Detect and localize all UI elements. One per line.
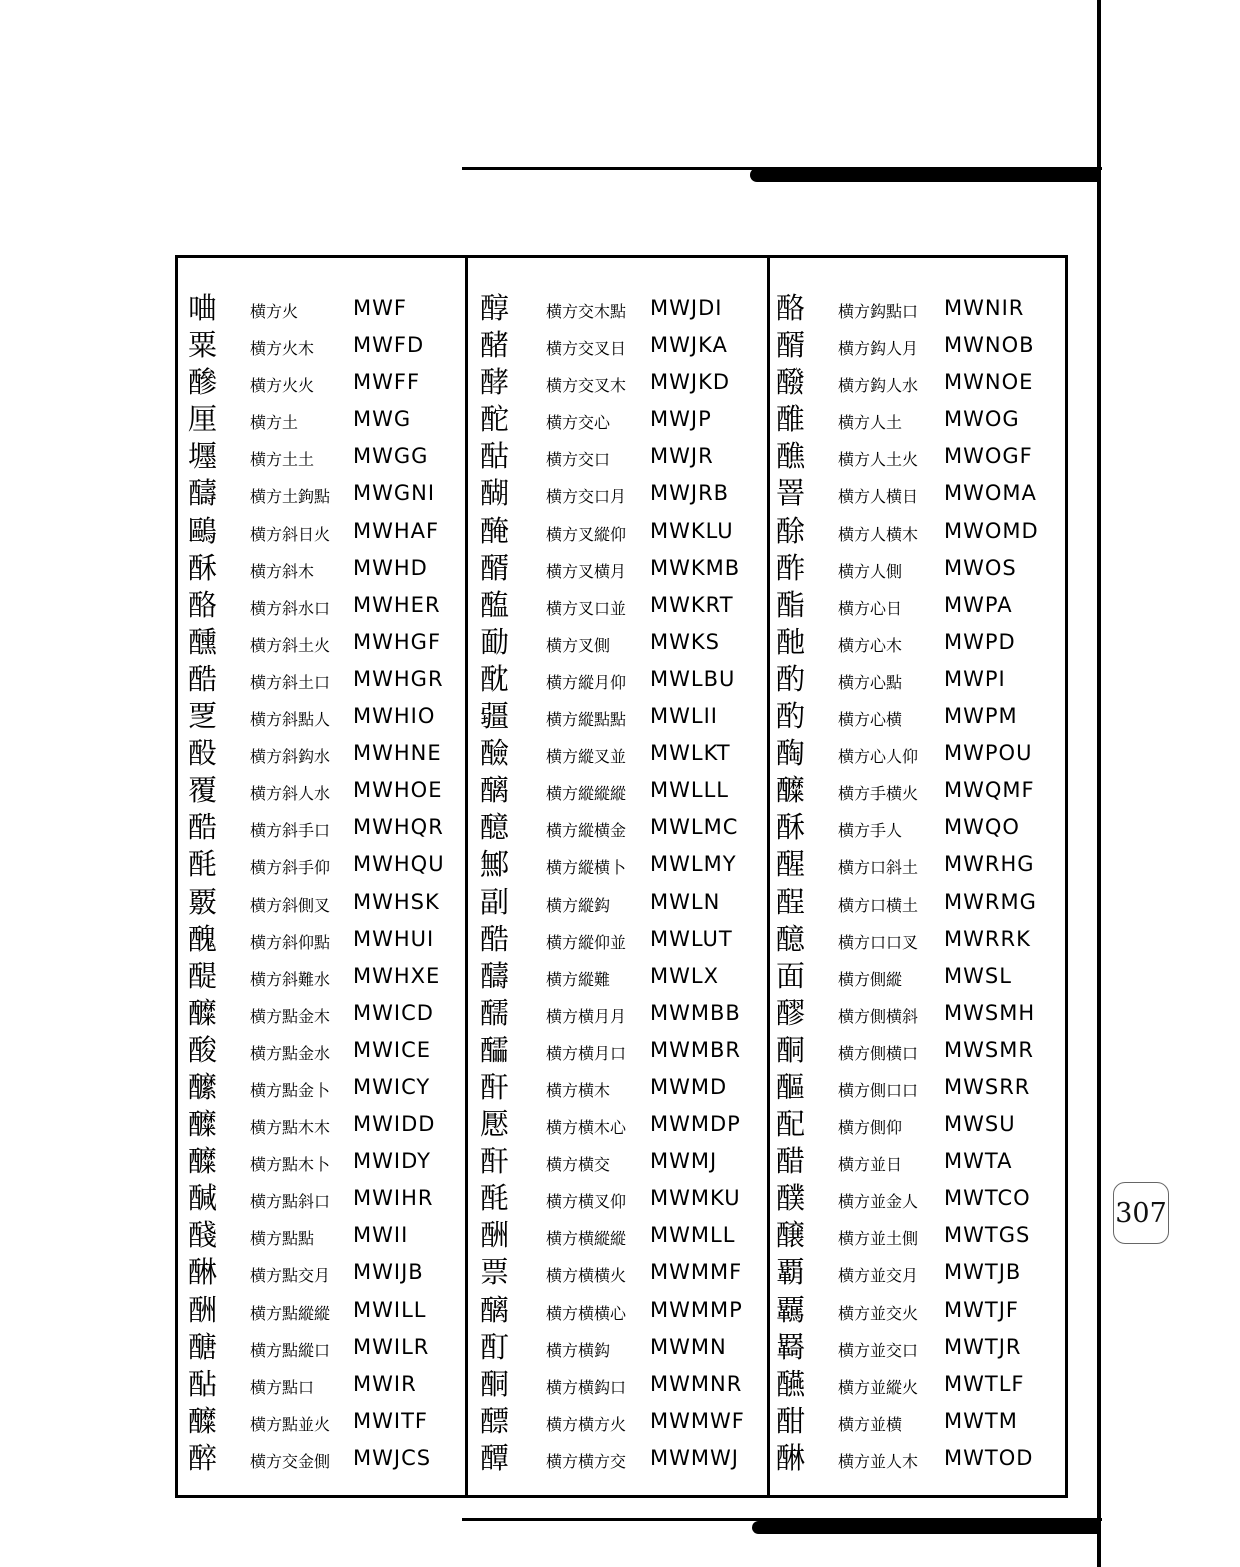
decomposition: 横方心横 <box>838 710 903 730</box>
decomposition: 横方心日 <box>838 598 903 618</box>
character: 醷 <box>776 921 806 956</box>
decomposition: 横方斜手口 <box>250 821 331 841</box>
decomposition: 横方縱横金 <box>546 821 627 841</box>
input-code: MWIDD <box>353 1112 436 1137</box>
character: 酷 <box>188 810 218 845</box>
decomposition: 横方縱叉並 <box>546 747 627 767</box>
character: 罯 <box>776 476 806 511</box>
decomposition: 横方口横土 <box>838 895 919 915</box>
character: 疆 <box>480 699 510 734</box>
character: 酷 <box>188 661 218 696</box>
input-code: MWMD <box>650 1074 728 1099</box>
decomposition: 横方縱鈎 <box>546 895 611 915</box>
input-code: MWIR <box>353 1371 417 1396</box>
input-code: MWHGF <box>353 629 442 654</box>
decomposition: 横方斜點人 <box>250 710 331 730</box>
input-code: MWTGS <box>944 1223 1031 1248</box>
input-code: MWNIR <box>944 296 1025 320</box>
input-code: MWQO <box>944 815 1020 840</box>
decomposition: 横方縱難 <box>546 969 611 989</box>
input-code: MWMNR <box>650 1371 743 1396</box>
decomposition: 横方交口 <box>546 450 611 470</box>
character: 酏 <box>776 624 806 659</box>
input-code: MWSL <box>944 963 1012 988</box>
input-code: MWKMB <box>650 555 741 580</box>
character: 醮 <box>776 439 806 474</box>
decomposition: 横方横月口 <box>546 1043 627 1063</box>
character: 醒 <box>776 847 806 882</box>
character: 鄦 <box>480 847 510 882</box>
decomposition: 横方叉側 <box>546 635 611 655</box>
character: 酕 <box>188 847 218 882</box>
character: 酖 <box>480 661 510 696</box>
decomposition: 横方横横心 <box>546 1303 627 1323</box>
character: 酬 <box>480 1218 510 1253</box>
input-code: MWOMD <box>944 518 1039 543</box>
input-code: MWFF <box>353 370 421 395</box>
character: 醇 <box>480 291 510 325</box>
input-code: MWTJF <box>944 1297 1019 1322</box>
decomposition: 横方點木卜 <box>250 1155 331 1175</box>
input-code: MWJR <box>650 444 714 469</box>
character: 覇 <box>776 1255 806 1290</box>
character: 酴 <box>776 513 806 548</box>
input-code: MWG <box>353 407 412 432</box>
character: 醥 <box>480 1403 510 1438</box>
character: 酕 <box>480 1181 510 1216</box>
decomposition: 横方火 <box>250 302 299 321</box>
decomposition: 横方横木心 <box>546 1118 627 1138</box>
decomposition: 横方交叉木 <box>546 376 627 396</box>
decomposition: 横方手横火 <box>838 784 919 804</box>
character: 鷗 <box>188 513 218 548</box>
input-code: MWTJR <box>944 1334 1022 1359</box>
decomposition: 横方點縱口 <box>250 1340 331 1360</box>
decomposition: 横方點金卜 <box>250 1080 331 1100</box>
character: 粟 <box>188 328 218 363</box>
decomposition: 横方側口口 <box>838 1080 919 1100</box>
input-code: MWTA <box>944 1149 1013 1174</box>
input-code: MWIHR <box>353 1186 434 1211</box>
input-code: MWJCS <box>353 1445 432 1470</box>
character: 醼 <box>776 1366 806 1401</box>
character: 酌 <box>776 699 806 734</box>
page-number: 307 <box>1115 1197 1167 1229</box>
input-code: MWILR <box>353 1334 430 1359</box>
character: 壥 <box>188 439 218 474</box>
character: 醽 <box>480 1032 510 1067</box>
footer-thick-rule <box>752 1521 1100 1534</box>
character: 酪 <box>776 291 806 325</box>
input-code: MWKRT <box>650 592 734 617</box>
input-code: MWTOD <box>944 1445 1034 1470</box>
decomposition: 横方並交火 <box>838 1303 919 1323</box>
input-code: MWMDP <box>650 1112 741 1137</box>
input-code: MWKLU <box>650 518 734 543</box>
decomposition: 横方叉縱仰 <box>546 524 627 544</box>
decomposition: 横方點金水 <box>250 1043 331 1063</box>
character: 醺 <box>188 624 218 659</box>
input-code: MWMWJ <box>650 1445 739 1470</box>
input-code: MWICE <box>353 1037 432 1062</box>
decomposition: 横方點金木 <box>250 1006 331 1026</box>
input-code: MWTLF <box>944 1371 1025 1396</box>
decomposition: 横方口斜土 <box>838 858 919 878</box>
input-code: MWHER <box>353 592 441 617</box>
input-code: MWJDI <box>650 296 723 320</box>
decomposition: 横方點斜口 <box>250 1192 331 1212</box>
character: 醷 <box>480 810 510 845</box>
header-thick-rule <box>750 168 1100 182</box>
character: 醿 <box>188 1069 218 1104</box>
input-code: MWFD <box>353 333 425 358</box>
decomposition: 横方手人 <box>838 821 903 841</box>
decomposition: 横方土鉤點 <box>250 487 331 507</box>
decomposition: 横方點並火 <box>250 1414 331 1434</box>
input-code: MWILL <box>353 1297 427 1322</box>
decomposition: 横方心木 <box>838 635 903 655</box>
input-code: MWPA <box>944 592 1013 617</box>
input-code: MWHUI <box>353 926 435 951</box>
decomposition: 横方並交口 <box>838 1340 919 1360</box>
decomposition: 横方縱點點 <box>546 710 627 730</box>
character: 酣 <box>776 1403 806 1438</box>
input-code: MWMLL <box>650 1223 736 1248</box>
input-code: MWLLL <box>650 778 729 803</box>
character: 醰 <box>480 1440 510 1475</box>
decomposition: 横方人土火 <box>838 450 919 470</box>
input-code: MWLBU <box>650 666 736 691</box>
decomposition: 横方點縱縱 <box>250 1303 331 1323</box>
decomposition: 横方側横斜 <box>838 1006 919 1026</box>
decomposition: 横方斜水口 <box>250 598 331 618</box>
input-code: MWIDY <box>353 1149 431 1174</box>
decomposition: 横方斜人水 <box>250 784 331 804</box>
input-code: MWRMG <box>944 889 1037 914</box>
decomposition: 横方交叉日 <box>546 339 627 359</box>
decomposition: 横方横方火 <box>546 1414 627 1434</box>
input-code: MWSMR <box>944 1037 1034 1062</box>
decomposition: 横方人側 <box>838 561 903 581</box>
character: 醜 <box>188 921 218 956</box>
character: 㖆 <box>188 291 218 325</box>
character: 醍 <box>188 958 218 993</box>
decomposition: 横方側横口 <box>838 1043 919 1063</box>
character: 面 <box>776 958 806 993</box>
input-code: MWNOE <box>944 370 1034 395</box>
character: 酘 <box>188 736 218 771</box>
character: 覈 <box>188 884 218 919</box>
input-code: MWMBB <box>650 1000 741 1025</box>
character: 覆 <box>188 773 218 808</box>
input-code: MWRRK <box>944 926 1031 951</box>
decomposition: 横方交心 <box>546 413 611 433</box>
decomposition: 横方土 <box>250 413 299 433</box>
input-code: MWPM <box>944 704 1018 729</box>
character: 酵 <box>480 365 510 400</box>
input-code: MWJKD <box>650 370 731 395</box>
decomposition: 横方火火 <box>250 376 315 396</box>
input-code: MWGNI <box>353 481 436 506</box>
character: 酟 <box>188 1366 218 1401</box>
character: 醃 <box>480 513 510 548</box>
character: 醶 <box>480 736 510 771</box>
decomposition: 横方横鈎 <box>546 1340 611 1360</box>
character: 醀 <box>776 402 806 437</box>
decomposition: 横方交口月 <box>546 487 627 507</box>
decomposition: 横方縱縱縱 <box>546 784 627 804</box>
column-divider <box>767 255 770 1498</box>
input-code: MWLX <box>650 963 719 988</box>
decomposition: 横方斜土口 <box>250 672 331 692</box>
page-right-border-rule <box>1097 0 1101 1567</box>
character: 懕 <box>480 1107 510 1142</box>
character: 醾 <box>188 1144 218 1179</box>
character: 醹 <box>480 995 510 1030</box>
decomposition: 横方横交 <box>546 1155 611 1175</box>
input-code: MWHGR <box>353 666 444 691</box>
character: 醾 <box>188 1403 218 1438</box>
character: 醸 <box>776 1218 806 1253</box>
decomposition: 横方並金人 <box>838 1192 919 1212</box>
character: 勔 <box>480 624 510 659</box>
input-code: MWKS <box>650 629 720 654</box>
character: 醾 <box>776 773 806 808</box>
input-code: MWHOE <box>353 778 443 803</box>
input-code: MWJRB <box>650 481 730 506</box>
input-code: MWLII <box>650 704 718 729</box>
character: 醨 <box>480 1292 510 1327</box>
decomposition: 横方横鈎口 <box>546 1377 627 1397</box>
character: 醻 <box>188 476 218 511</box>
input-code: MWHXE <box>353 963 441 988</box>
character: 酸 <box>188 1032 218 1067</box>
character: 醂 <box>776 1440 806 1475</box>
character: 醾 <box>188 1107 218 1142</box>
input-code: MWHSK <box>353 889 440 914</box>
character: 醎 <box>188 1181 218 1216</box>
character: 醆 <box>188 1218 218 1253</box>
decomposition: 横方人横木 <box>838 524 919 544</box>
input-code: MWGG <box>353 444 429 469</box>
character: 醏 <box>480 328 510 363</box>
character: 醧 <box>776 1069 806 1104</box>
input-code: MWHNE <box>353 741 442 766</box>
input-code: MWLN <box>650 889 721 914</box>
character: 酊 <box>480 1329 510 1364</box>
character: 酮 <box>480 1366 510 1401</box>
page-number-badge <box>1113 1182 1169 1244</box>
decomposition: 横方斜仰點 <box>250 932 331 952</box>
character: 酐 <box>480 1069 510 1104</box>
character: 酥 <box>188 550 218 585</box>
character: 醢 <box>480 587 510 622</box>
character: 酯 <box>776 587 806 622</box>
decomposition: 横方點木木 <box>250 1118 331 1138</box>
input-code: MWNOB <box>944 333 1035 358</box>
input-code: MWHQU <box>353 852 445 877</box>
character: 醪 <box>776 995 806 1030</box>
decomposition: 横方斜木 <box>250 561 315 581</box>
decomposition: 横方鈎點口 <box>838 302 919 321</box>
input-code: MWTCO <box>944 1186 1031 1211</box>
decomposition: 横方横叉仰 <box>546 1192 627 1212</box>
decomposition: 横方並土側 <box>838 1229 919 1249</box>
input-code: MWSRR <box>944 1074 1031 1099</box>
decomposition: 横方並日 <box>838 1155 903 1175</box>
decomposition: 横方人土 <box>838 413 903 433</box>
character: 醑 <box>776 328 806 363</box>
decomposition: 横方横木 <box>546 1080 611 1100</box>
decomposition: 横方側縱 <box>838 969 903 989</box>
decomposition: 横方側仰 <box>838 1118 903 1138</box>
input-code: MWHD <box>353 555 428 580</box>
decomposition: 横方火木 <box>250 339 315 359</box>
input-code: MWQMF <box>944 778 1035 803</box>
input-code: MWMJ <box>650 1149 718 1174</box>
character: 酌 <box>776 661 806 696</box>
input-code: MWHIO <box>353 704 436 729</box>
input-code: MWMBR <box>650 1037 741 1062</box>
decomposition: 横方心人仰 <box>838 747 919 767</box>
decomposition: 横方交金側 <box>250 1451 331 1471</box>
character: 票 <box>480 1255 510 1290</box>
character: 醾 <box>188 995 218 1030</box>
character: 酐 <box>480 1144 510 1179</box>
input-code: MWTJB <box>944 1260 1022 1285</box>
character: 醂 <box>188 1255 218 1290</box>
input-code: MWHQR <box>353 815 444 840</box>
character: 覊 <box>776 1292 806 1327</box>
decomposition: 横方斜鈎水 <box>250 747 331 767</box>
character: 副 <box>480 884 510 919</box>
input-code: MWMMP <box>650 1297 743 1322</box>
character: 醣 <box>188 1329 218 1364</box>
column-divider <box>465 255 468 1498</box>
decomposition: 横方心點 <box>838 672 903 692</box>
character: 酬 <box>188 1292 218 1327</box>
character: 配 <box>776 1107 806 1142</box>
input-code: MWICY <box>353 1074 431 1099</box>
character: 酲 <box>776 884 806 919</box>
input-code: MWLUT <box>650 926 733 951</box>
input-code: MWMMF <box>650 1260 743 1285</box>
decomposition: 横方點點 <box>250 1229 315 1249</box>
decomposition: 横方並横 <box>838 1414 903 1434</box>
input-code: MWMWF <box>650 1408 745 1433</box>
input-code: MWPOU <box>944 741 1033 766</box>
decomposition: 横方横月月 <box>546 1006 627 1026</box>
input-code: MWICD <box>353 1000 434 1025</box>
decomposition: 横方横横火 <box>546 1266 627 1286</box>
decomposition: 横方叉横月 <box>546 561 627 581</box>
decomposition: 横方點口 <box>250 1377 315 1397</box>
character: 醭 <box>776 1181 806 1216</box>
input-code: MWRHG <box>944 852 1035 877</box>
input-code: MWMKU <box>650 1186 741 1211</box>
character: 醐 <box>480 476 510 511</box>
input-code: MWLMC <box>650 815 739 840</box>
input-code: MWSU <box>944 1112 1016 1137</box>
input-code: MWOGF <box>944 444 1033 469</box>
character: 酤 <box>480 439 510 474</box>
decomposition: 横方横縱縱 <box>546 1229 627 1249</box>
character: 酥 <box>776 810 806 845</box>
input-code: MWTM <box>944 1408 1018 1433</box>
input-code: MWII <box>353 1223 409 1248</box>
character: 酡 <box>480 402 510 437</box>
input-code: MWLKT <box>650 741 731 766</box>
decomposition: 横方斜難水 <box>250 969 331 989</box>
character: 醉 <box>188 1440 218 1475</box>
input-code: MWOG <box>944 407 1020 432</box>
decomposition: 横方土土 <box>250 450 315 470</box>
decomposition: 横方口口叉 <box>838 932 919 952</box>
decomposition: 横方斜側叉 <box>250 895 331 915</box>
character: 酷 <box>480 921 510 956</box>
decomposition: 横方並人木 <box>838 1451 919 1471</box>
character: 醋 <box>776 1144 806 1179</box>
character: 羇 <box>776 1329 806 1364</box>
character: 醱 <box>776 365 806 400</box>
input-code: MWMN <box>650 1334 727 1359</box>
input-code: MWJP <box>650 407 712 432</box>
decomposition: 横方斜手仰 <box>250 858 331 878</box>
character: 醨 <box>480 773 510 808</box>
decomposition: 横方點交月 <box>250 1266 331 1286</box>
character: 酮 <box>776 1032 806 1067</box>
input-code: MWIJB <box>353 1260 424 1285</box>
decomposition: 横方鈎人月 <box>838 339 919 359</box>
input-code: MWLMY <box>650 852 737 877</box>
character: 醄 <box>776 736 806 771</box>
decomposition: 横方並縱火 <box>838 1377 919 1397</box>
input-code: MWITF <box>353 1408 428 1433</box>
decomposition: 横方叉口並 <box>546 598 627 618</box>
input-code: MWHAF <box>353 518 440 543</box>
character: 醻 <box>480 958 510 993</box>
character: 醦 <box>188 365 218 400</box>
decomposition: 横方人横日 <box>838 487 919 507</box>
input-code: MWOMA <box>944 481 1037 506</box>
input-code: MWJKA <box>650 333 728 358</box>
character: 醑 <box>480 550 510 585</box>
decomposition: 横方斜日火 <box>250 524 331 544</box>
decomposition: 横方横方交 <box>546 1451 627 1471</box>
character: 厘 <box>188 402 218 437</box>
decomposition: 横方鈎人水 <box>838 376 919 396</box>
decomposition: 横方縱仰並 <box>546 932 627 952</box>
input-code: MWPD <box>944 629 1016 654</box>
input-code: MWPI <box>944 666 1006 691</box>
decomposition: 横方縱横卜 <box>546 858 627 878</box>
decomposition: 横方斜土火 <box>250 635 331 655</box>
input-code: MWSMH <box>944 1000 1036 1025</box>
input-code: MWOS <box>944 555 1017 580</box>
character: 酪 <box>188 587 218 622</box>
input-code: MWF <box>353 296 407 320</box>
character: 覂 <box>188 699 218 734</box>
decomposition: 横方並交月 <box>838 1266 919 1286</box>
character: 酢 <box>776 550 806 585</box>
decomposition: 横方交木點 <box>546 302 627 321</box>
decomposition: 横方縱月仰 <box>546 672 627 692</box>
